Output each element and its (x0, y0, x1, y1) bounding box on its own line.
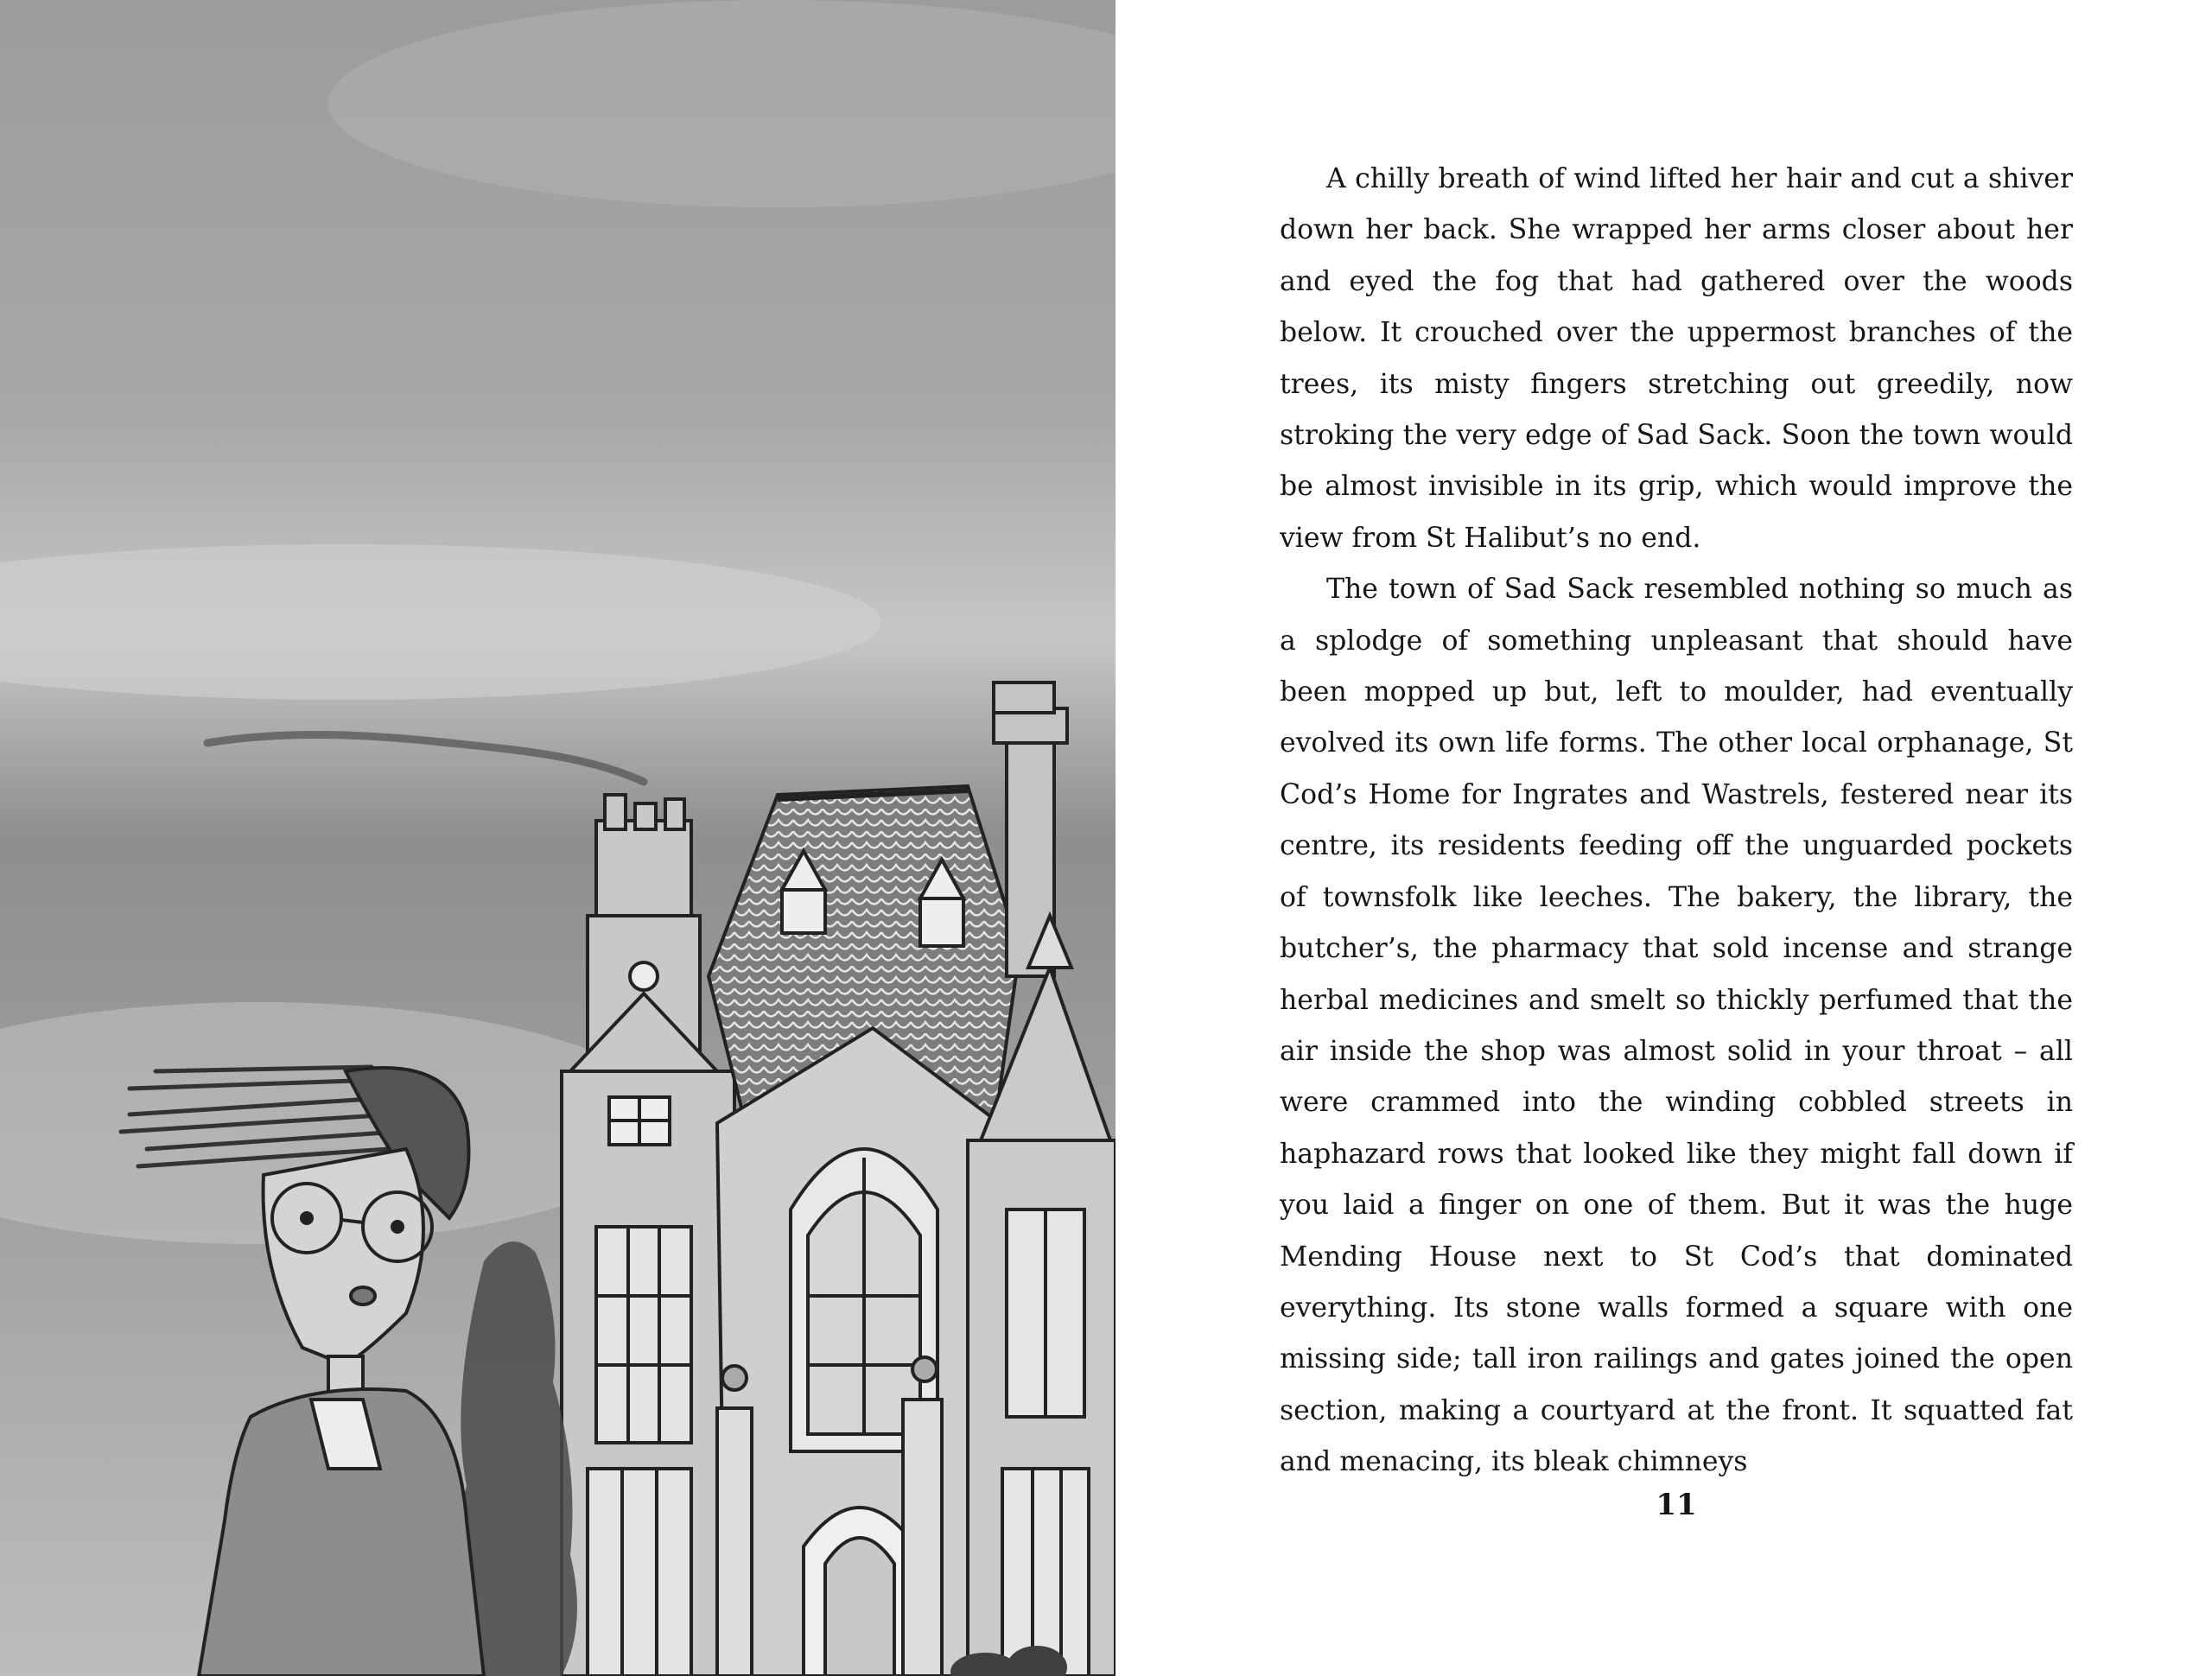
text-page (1116, 0, 2212, 1676)
body-text (1280, 154, 2073, 1489)
paragraph-2: The town of Sad Sack resembled nothing so much as a splodge of something unpleasant that should have been mopped up but, left to moulder, had eventually evolved its own life forms. The other local orphanage, St Cod’s Home for Ingrates and Wastrels, festered near its centre, its residents feeding off the unguarded pockets of townsfolk like leeches. The bakery, the library, the butcher’s, the pharmacy that sold incense and strange herbal medicines and smelt so thickly perfumed that the air inside the shop was almost solid in your throat – all were crammed into the winding cobbled streets in haphazard rows that looked like they might fall down if you laid a finger on one of them. But it was the huge Mending House next to St Cod’s that dominated everything. Its stone walls formed a square with one missing side; tall iron railings and gates joined the open section, making a courtyard at the front. It squatted fat and menacing, its bleak chimneys (1280, 574, 2073, 1478)
paragraph-1: A chilly breath of wind lifted her hair and cut a shiver down her back. She wrapped her arms closer about her and eyed the fog that had gathered over the woods below. It crouched over the uppermost branches of the trees, its misty fingers stretching out greedily, now stroking the very edge of Sad Sack. Soon the town would be almost invisible in its grip, which would improve the view from St Halibut’s no end. (1280, 163, 2073, 554)
page-number: 11 (1656, 1488, 1697, 1522)
